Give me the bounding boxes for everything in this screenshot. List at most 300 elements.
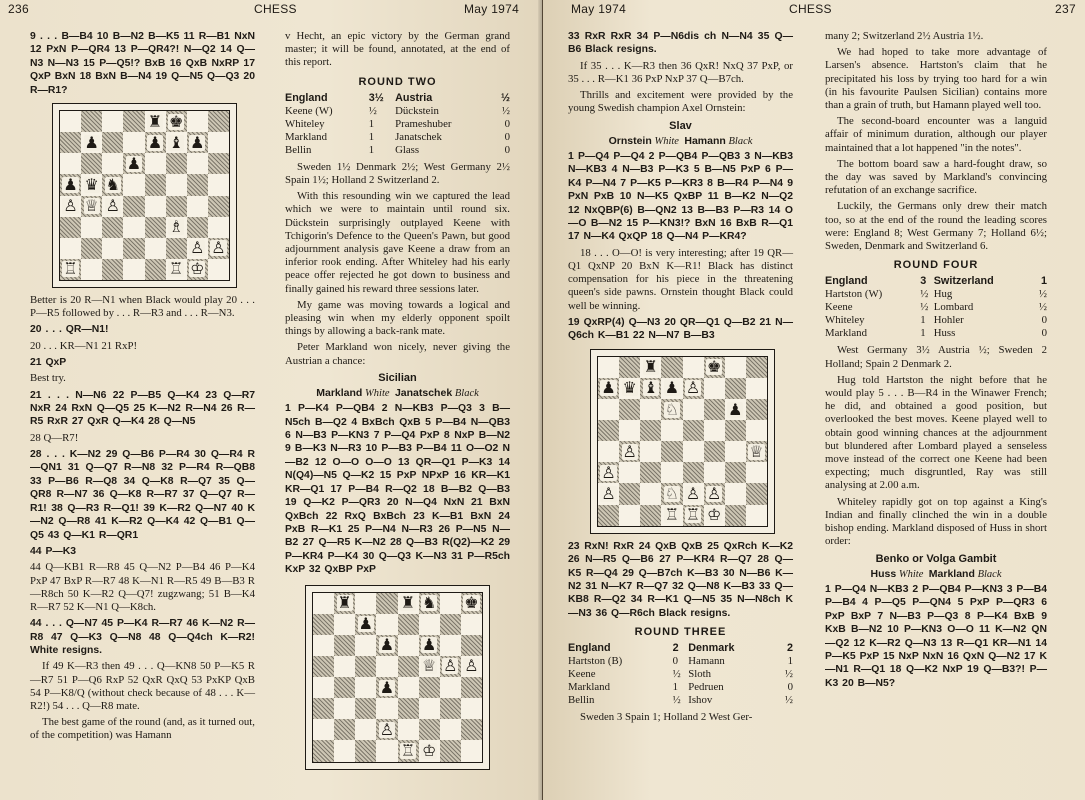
- board-square: [640, 399, 661, 420]
- board-square: [145, 153, 166, 174]
- chess-piece: ♖: [400, 740, 416, 760]
- paragraph: Sweden 3 Spain 1; Holland 2 West Ger-: [580, 711, 753, 724]
- page-number: 237: [1055, 2, 1076, 16]
- chess-piece: ♙: [63, 196, 78, 216]
- board-square: [355, 698, 376, 719]
- board-square: [419, 635, 440, 656]
- chess-piece: ♖: [169, 259, 184, 279]
- board-square: [102, 196, 123, 217]
- board-square: [619, 399, 640, 420]
- board-square: [60, 132, 81, 153]
- board-square: [334, 740, 355, 761]
- board-square: [704, 399, 725, 420]
- board-square: [440, 614, 461, 635]
- board-square: [704, 441, 725, 462]
- board-square: [187, 174, 208, 195]
- board-square: [166, 153, 187, 174]
- board-square: [440, 656, 461, 677]
- table-row: Bellin ½ Ishov ½: [568, 694, 793, 707]
- results-table: [825, 275, 1047, 340]
- board-square: [640, 378, 661, 399]
- annotation: 28 Q—R7!: [30, 431, 79, 444]
- chess-diagram: [52, 103, 237, 288]
- board-square: [440, 740, 461, 761]
- round-heading: ROUND TWO: [358, 75, 437, 88]
- board-square: [313, 698, 334, 719]
- board-square: [419, 740, 440, 761]
- board-square: [746, 462, 767, 483]
- board-square: [619, 483, 640, 504]
- chess-diagram: [590, 349, 775, 534]
- chess-piece: ♚: [464, 593, 479, 613]
- chess-piece: ♙: [707, 484, 722, 504]
- chess-piece: ♟: [358, 614, 373, 634]
- chess-piece: ♟: [63, 174, 78, 194]
- chess-piece: ♛: [622, 378, 637, 398]
- chess-piece: ♙: [464, 656, 479, 676]
- board-square: [60, 238, 81, 259]
- board-square: [398, 656, 419, 677]
- chess-piece: ♖: [664, 505, 680, 525]
- game-moves: 9 . . . B—B4 10 B—N2 B—K5 11 R—B1 NxN 12 PxN P—QR4 13 P—QR4?! N—Q2 14 Q—N3 N—N3 15 P—Q5!? BxB 16 QxB NxRP 17 QxP BxN 18 BxN B—N4 19 Q—N5 Q—Q3 20 R—R1?: [30, 31, 255, 96]
- board-square: [619, 357, 640, 378]
- board-square: [440, 635, 461, 656]
- table-row: Markland 1 Janatschek 0: [285, 130, 510, 143]
- board-square: [376, 656, 397, 677]
- table-row: Hartston (W) ½ Hug ½: [825, 288, 1047, 301]
- board-square: [598, 462, 619, 483]
- board-square: [598, 378, 619, 399]
- team-score: 3½: [368, 91, 384, 104]
- annotation: Better is 20 R—N1 when Black would play 20 . . . P—R5 followed by . . . R—R3 and . . . R—N3.: [30, 294, 255, 320]
- chess-piece: ♚: [707, 357, 722, 377]
- board-square: [725, 505, 746, 526]
- board-square: [598, 483, 619, 504]
- table-row: Bellin 1 Glass 0: [285, 143, 510, 156]
- page-date: May 1974: [464, 2, 520, 16]
- chess-piece: ♗: [169, 217, 184, 237]
- board-square: [619, 420, 640, 441]
- board-square: [661, 462, 682, 483]
- left-column-1: [30, 30, 255, 746]
- team-name: England: [568, 642, 611, 655]
- table-row: Hartston (B) 0 Hamann 1: [568, 655, 793, 668]
- board-square: [123, 111, 144, 132]
- board-square: [313, 719, 334, 740]
- chess-piece: ♟: [147, 132, 163, 152]
- board-square: [123, 259, 144, 280]
- paragraph: My game was moving towards a logical and pleasing win when my elderly opponent spoilt things by allowing a back-rank mate.: [285, 298, 510, 338]
- chess-piece: ♟: [379, 635, 395, 655]
- opening-name: Sicilian: [378, 371, 417, 384]
- board-square: [102, 259, 123, 280]
- chess-piece: ♘: [664, 484, 680, 504]
- board-square: [81, 111, 102, 132]
- annotation: 18 . . . O—O! is very interesting; after 19 QR—Q1 QxNP 20 BxN K—R1! Black has distinct compensation for his piece in the threatening queen's side pawns. Ornstein thought Black could well be winning.: [568, 246, 793, 312]
- chess-piece: ♟: [664, 378, 680, 398]
- board-square: [683, 441, 704, 462]
- board-square: [376, 740, 397, 761]
- board-square: [461, 635, 482, 656]
- round-heading: ROUND THREE: [634, 626, 727, 639]
- board-square: [640, 483, 661, 504]
- board-square: [440, 593, 461, 614]
- team-name: Austria: [395, 91, 433, 104]
- board-square: [725, 483, 746, 504]
- board-square: [145, 238, 166, 259]
- board-square: [208, 111, 229, 132]
- board-square: [683, 505, 704, 526]
- board-square: [166, 196, 187, 217]
- chess-piece: ♔: [707, 505, 722, 525]
- opening-name: Benko or Volga Gambit: [875, 552, 997, 565]
- board-square: [661, 399, 682, 420]
- board-square: [145, 111, 166, 132]
- board-square: [187, 217, 208, 238]
- chess-piece: ♟: [601, 378, 616, 398]
- board-square: [208, 238, 229, 259]
- board-square: [661, 505, 682, 526]
- chess-piece: ♕: [422, 656, 437, 676]
- team-score: 2: [786, 642, 793, 655]
- board-square: [355, 593, 376, 614]
- chess-piece: ♜: [147, 111, 163, 131]
- chess-piece: ♚: [169, 111, 184, 131]
- chess-piece: ♕: [84, 196, 99, 216]
- chess-piece: ♞: [105, 174, 120, 194]
- chess-piece: ♙: [601, 484, 616, 504]
- chess-piece: ♙: [601, 462, 616, 482]
- board-square: [355, 740, 376, 761]
- paragraph: Peter Markland won nicely, never giving the Austrian a chance:: [285, 341, 510, 367]
- chess-piece: ♔: [190, 259, 205, 279]
- board-square: [461, 656, 482, 677]
- board-square: [355, 614, 376, 635]
- paragraph: Whiteley rapidly got on top against a King's Indian and finally clinched the win in a double bishop ending. Markland disposed of Huss in short order:: [825, 495, 1047, 548]
- team-name: Switzerland: [933, 275, 994, 288]
- board-square: [208, 196, 229, 217]
- board-square: [376, 614, 397, 635]
- board-square: [187, 238, 208, 259]
- board-square: [208, 153, 229, 174]
- board-square: [661, 441, 682, 462]
- game-moves: 1 P—K4 P—QB4 2 N—KB3 P—Q3 3 B—N5ch B—Q2 4 BxBch QxB 5 P—B4 N—QB3 6 N—B3 P—KN3 7 P—Q4 PxP 8 NxP B—N2 9 B—K3 N—R3 10 P—B3 P—B4 11 O—O2 N—B2 12 O—O O—O 13 QR—Q1 P—K3 14 N(Q4)—N5 Q—K2 15 PxP NPxP 16 KR—K1 KR—Q1 17 P—B4 R—Q2 18 B—B2 Q—B3 19 Q—K2 P—QR3 20 N—Q4 NxN 21 BxN QxBch 22 RxQ BxBch 23 K—B1 BxN 24 PxB R—K1 25 P—N4 N—R3 26 P—N5 N—B2 27 Q—R5 K—N2 28 Q—B3 R(Q2)—K2 29 P—KR4 P—K4 30 Q—Q3 K—N3 31 P—R5ch KxP 32 QxBP PxP: [285, 403, 510, 576]
- board-square: [619, 378, 640, 399]
- paragraph: Thrills and excitement were provided by the young Swedish champion Axel Ornstein:: [568, 89, 793, 115]
- table-row: Keene ½ Lombard ½: [825, 301, 1047, 314]
- chess-piece: ♟: [728, 399, 743, 419]
- paragraph: The second-board encounter was a languid affair of minimum duration, although our player maintained that a lot happened "in the notes".: [825, 115, 1047, 154]
- chess-piece: ♛: [84, 174, 99, 194]
- players-line: Markland White Janatschek Black: [316, 387, 479, 400]
- board-square: [704, 420, 725, 441]
- left-page: [0, 0, 542, 800]
- table-row: Markland 1 Pedruen 0: [568, 681, 793, 694]
- board-square: [440, 698, 461, 719]
- team-score: 1: [1040, 275, 1047, 288]
- board-square: [123, 132, 144, 153]
- board-square: [334, 677, 355, 698]
- board-square: [704, 483, 725, 504]
- chess-piece: ♝: [169, 132, 184, 152]
- board-square: [598, 505, 619, 526]
- board-square: [725, 420, 746, 441]
- paragraph: We had hoped to take more advantage of Larsen's absence. Hartston's claim that he precipitated his loss by trying too hard for a win (in his favourite Paulsen Sicilian) contains more than a grain of truth, but Hamann played well too.: [825, 46, 1047, 112]
- board-square: [208, 217, 229, 238]
- board-square: [313, 656, 334, 677]
- game-moves: 23 RxN! RxR 24 QxB QxB 25 QxRch K—K2 26 N—R5 Q—B6 27 P—KR4 R—Q7 28 Q—K5 R—Q4 29 Q—B7ch K—B3 30 N—B6 K—N2 31 N—K7 R—Q7 32 Q—N8 K—B3 33 Q—KB8 R—Q2 34 R—K1 Q—N5 35 N—N8ch K—N3 36 Q—R6ch Black resigns.: [568, 540, 793, 619]
- game-moves: 21 . . . N—N6 22 P—B5 Q—K4 23 Q—R7 NxR 24 RxN Q—Q5 25 K—N2 R—N4 26 R—R5 RxR 27 QxR Q—K4 28 Q—N5: [30, 389, 255, 428]
- board-square: [704, 462, 725, 483]
- table-row: Keene (W) ½ Dückstein ½: [285, 104, 510, 117]
- board-square: [683, 399, 704, 420]
- chess-piece: ♖: [63, 259, 78, 279]
- game-moves: 33 RxR RxR 34 P—N6dis ch N—N4 35 Q—B6 Black resigns.: [568, 31, 793, 56]
- board-square: [376, 677, 397, 698]
- board-square: [725, 462, 746, 483]
- board-square: [461, 698, 482, 719]
- chess-piece: ♖: [685, 505, 701, 525]
- board-square: [145, 174, 166, 195]
- game-moves: 1 P—Q4 N—KB3 2 P—QB4 P—KN3 3 P—B4 P—B4 4 P—Q5 P—QN4 5 PxP P—QR3 6 PxP BxP 7 N—B3 P—Q3 8 P—K4 BxB 9 KxB B—N2 10 P—KN3 O—O 11 K—N2 QN—Q2 12 K—R2 Q—N3 13 R—Q1 KR—N1 14 P—K5 PxP 15 NxP NxN 16 QxN Q—N2 17 K—N1 R—Q1 18 Q—K2 NxP 19 Q—B3?! P—K3 20 B—N5?: [825, 583, 1047, 689]
- board-square: [166, 238, 187, 259]
- board-square: [187, 259, 208, 280]
- board-square: [419, 719, 440, 740]
- board-square: [145, 132, 166, 153]
- board-square: [102, 132, 123, 153]
- board-square: [746, 483, 767, 504]
- right-column-2: [825, 30, 1047, 693]
- board-square: [60, 111, 81, 132]
- team-score: 2: [672, 642, 679, 655]
- board-square: [208, 132, 229, 153]
- chess-piece: ♙: [105, 196, 120, 216]
- board-square: [440, 719, 461, 740]
- running-title: CHESS: [789, 2, 832, 16]
- round-heading: ROUND FOUR: [893, 259, 979, 272]
- chess-piece: ♙: [443, 656, 458, 676]
- chess-piece: ♙: [379, 719, 395, 739]
- chess-piece: ♟: [379, 677, 395, 697]
- left-column-2: [285, 30, 510, 770]
- table-row: Whiteley 1 Prameshuber 0: [285, 117, 510, 130]
- table-row: Whiteley 1 Hohler 0: [825, 314, 1047, 327]
- board-square: [334, 635, 355, 656]
- annotation: If 49 K—R3 then 49 . . . Q—KN8 50 P—K5 R—R7 51 P—Q6 RxP 52 QxR QxQ 53 PxKP QxB 54 P—K8/Q (without check because of 48 . . . K—R2!) 54 . . . Q—R8 mate.: [30, 660, 255, 712]
- team-name: England: [825, 275, 868, 288]
- board-square: [313, 593, 334, 614]
- board-square: [123, 153, 144, 174]
- board-square: [166, 111, 187, 132]
- board-square: [166, 132, 187, 153]
- annotation: If 35 . . . K—R3 then 36 QxR! NxQ 37 PxP, or 35 . . . R—K1 36 PxP NxP 37 Q—B7ch.: [568, 59, 793, 86]
- chess-piece: ♙: [685, 484, 701, 504]
- team-name: Denmark: [688, 642, 735, 655]
- board-square: [166, 259, 187, 280]
- board-square: [419, 677, 440, 698]
- table-row: Markland 1 Huss 0: [825, 327, 1047, 340]
- paragraph: v Hecht, an epic victory by the German grand master; it will be found, annotated, at the end of this report.: [285, 30, 510, 69]
- page-date: May 1974: [571, 2, 627, 16]
- paragraph: West Germany 3½ Austria ½; Sweden 2 Holland; Spain 2 Denmark 2.: [825, 344, 1047, 370]
- chess-piece: ♟: [422, 635, 437, 655]
- board-square: [619, 441, 640, 462]
- board-square: [661, 357, 682, 378]
- board-square: [461, 740, 482, 761]
- board-square: [123, 196, 144, 217]
- board-square: [355, 656, 376, 677]
- board-square: [746, 441, 767, 462]
- players-line: Huss White Markland Black: [870, 567, 1002, 580]
- results-table: [568, 642, 793, 707]
- game-moves: 44 P—K3: [30, 545, 77, 557]
- board-square: [398, 635, 419, 656]
- board-square: [661, 420, 682, 441]
- board-square: [166, 174, 187, 195]
- board-square: [640, 441, 661, 462]
- board-square: [683, 357, 704, 378]
- board-square: [419, 656, 440, 677]
- board-square: [725, 441, 746, 462]
- annotation: 44 Q—KB1 R—R8 45 Q—N2 P—B4 46 P—K4 PxP 47 BxP R—R7 48 K—N1 R—R5 49 B—B3 R—R8ch 50 K—R2 Q—Q7! zugzwang; 51 B—K4 R—R7 52 K—N1 Q—K8ch.: [30, 561, 255, 613]
- board-square: [619, 505, 640, 526]
- board-square: [102, 111, 123, 132]
- board-square: [398, 614, 419, 635]
- board-square: [81, 153, 102, 174]
- board-square: [725, 399, 746, 420]
- board-square: [376, 719, 397, 740]
- board-square: [398, 677, 419, 698]
- board-square: [123, 238, 144, 259]
- board-square: [355, 635, 376, 656]
- board-square: [704, 378, 725, 399]
- board-square: [123, 217, 144, 238]
- board-square: [598, 399, 619, 420]
- board-square: [60, 259, 81, 280]
- board-square: [313, 740, 334, 761]
- board-square: [661, 378, 682, 399]
- board-square: [376, 593, 397, 614]
- board-square: [145, 259, 166, 280]
- chess-piece: ♙: [211, 238, 226, 258]
- chess-piece: ♜: [643, 357, 658, 377]
- board-square: [640, 505, 661, 526]
- board-square: [102, 217, 123, 238]
- board-square: [461, 593, 482, 614]
- table-row: Keene ½ Sloth ½: [568, 668, 793, 681]
- board-square: [619, 462, 640, 483]
- chess-piece: ♜: [337, 593, 352, 613]
- board-square: [81, 238, 102, 259]
- chess-piece: ♟: [190, 132, 205, 152]
- game-moves: 19 QxRP(4) Q—N3 20 QR—Q1 Q—B2 21 N—Q6ch K—B1 22 N—N7 B—B3: [568, 316, 793, 342]
- chess-piece: ♙: [190, 238, 205, 258]
- chess-piece: ♟: [126, 153, 142, 173]
- right-column-1: [568, 30, 793, 728]
- board-square: [598, 420, 619, 441]
- board-square: [725, 357, 746, 378]
- players-line: Ornstein White Hamann Black: [608, 134, 753, 147]
- board-square: [313, 614, 334, 635]
- board-square: [640, 357, 661, 378]
- board-square: [81, 196, 102, 217]
- results-table: [285, 92, 510, 157]
- board-square: [81, 174, 102, 195]
- board-square: [334, 614, 355, 635]
- board-square: [60, 196, 81, 217]
- annotation: 20 . . . KR—N1 21 RxP!: [30, 339, 138, 352]
- board-square: [334, 593, 355, 614]
- chess-piece: ♙: [685, 378, 701, 398]
- board-square: [145, 196, 166, 217]
- team-score: 3: [920, 275, 927, 288]
- board-square: [102, 238, 123, 259]
- board-square: [640, 420, 661, 441]
- game-moves: 44 . . . Q—N7 45 P—K4 R—R7 46 K—N2 R—R8 47 Q—K3 Q—N8 48 Q—Q4ch K—R2! White resigns.: [30, 618, 255, 656]
- board-square: [334, 719, 355, 740]
- board-square: [725, 378, 746, 399]
- board-square: [746, 378, 767, 399]
- board-square: [102, 153, 123, 174]
- board-square: [640, 462, 661, 483]
- board-square: [187, 132, 208, 153]
- game-moves: 28 . . . K—N2 29 Q—B6 P—R4 30 Q—R4 R—QN1 31 Q—Q7 R—N8 32 P—R4 R—QB8 33 P—B6 R—Q8 34 Q—K8 R—Q7 35 Q—QR8 R—N7 36 Q—K8 R—R7 37 Q—Q7 R—R1! 38 Q—R3 R—Q1! 39 K—R2 Q—N7 40 K—N2 Q—R8 41 K—R2 Q—K4 42 Q—B1 Q—Q5 43 Q—K1 R—QR1: [30, 449, 255, 541]
- board-square: [598, 441, 619, 462]
- board-square: [81, 259, 102, 280]
- paragraph: Luckily, the Germans only drew their match too, so at the end of the round the leading scores were: England 8; West Germany 7; Holland 6½; Sweden, Denmark and Switzerland 6.: [825, 200, 1047, 253]
- board-square: [398, 698, 419, 719]
- board-square: [398, 719, 419, 740]
- game-moves: 21 QxP: [30, 357, 67, 369]
- board-square: [166, 217, 187, 238]
- board-square: [461, 719, 482, 740]
- board-square: [398, 593, 419, 614]
- board-square: [398, 740, 419, 761]
- board-square: [208, 259, 229, 280]
- board-square: [683, 483, 704, 504]
- game-moves: 1 P—Q4 P—Q4 2 P—QB4 P—QB3 3 N—KB3 N—KB3 4 N—B3 P—K3 5 B—N5 PxP 6 P—K4 P—N4 7 P—K5 P—KR3 8 B—R4 P—N4 9 PxN PxB 10 N—K5 QxBP 11 B—K2 N—Q2 12 NxQBP(6) B—QN2 13 B—B3 P—R3 14 O—O B—N2 15 P—KN3!? BxN 16 BxB R—Q1 17 N—K4 QxQP 18 Q—N4 P—KR4?: [568, 151, 793, 243]
- paragraph: The best game of the round (and, as it turned out, of the competition) was Hamann: [30, 716, 255, 742]
- board-square: [704, 357, 725, 378]
- board-square: [419, 593, 440, 614]
- board-square: [661, 483, 682, 504]
- board-square: [746, 357, 767, 378]
- chess-piece: ♔: [422, 740, 437, 760]
- board-square: [187, 153, 208, 174]
- chess-piece: ♜: [400, 593, 416, 613]
- board-square: [60, 153, 81, 174]
- board-square: [187, 196, 208, 217]
- opening-name: Slav: [669, 119, 692, 132]
- board-square: [746, 399, 767, 420]
- board-square: [683, 378, 704, 399]
- board-square: [334, 656, 355, 677]
- board-square: [313, 635, 334, 656]
- paragraph: The bottom board saw a hard-fought draw, so the day was saved by Markland's convincing refutation of an exchange sacrifice.: [825, 157, 1047, 197]
- board-square: [208, 174, 229, 195]
- board-square: [145, 217, 166, 238]
- board-square: [355, 719, 376, 740]
- board-square: [376, 635, 397, 656]
- paragraph: Hug told Hartston the night before that he would play 5 . . . B—R4 in the Winawer French; he did, and obtained a good position, but overlooked the best moves. Keene played well to obtain good winning chances at the adjournment but blundered after Lombard played a senseless move instead of the correct one Keene had been expecting; much disgruntled, Ray was still analysing at 2.00 a.m.: [825, 373, 1047, 492]
- annotation: Best try.: [30, 372, 66, 385]
- paragraph: With this resounding win we captured the lead which we were to maintain until round six. Dückstein surprisingly outplayed Keene with Tchigorin's Defence to the Queen's Pawn, but good adjournment analysis gave Keene a draw from an inferior rook ending. After Whiteley had his early peace offer rejected he got down to business and finally gained his reward three sessions later.: [285, 190, 510, 295]
- board-square: [440, 677, 461, 698]
- paragraph: Sweden 1½ Denmark 2½; West Germany 2½ Spain 1½; Holland 2 Switzerland 2.: [285, 160, 510, 187]
- board-square: [60, 174, 81, 195]
- paragraph: many 2; Switzerland 2½ Austria 1½.: [825, 30, 984, 42]
- board-square: [334, 698, 355, 719]
